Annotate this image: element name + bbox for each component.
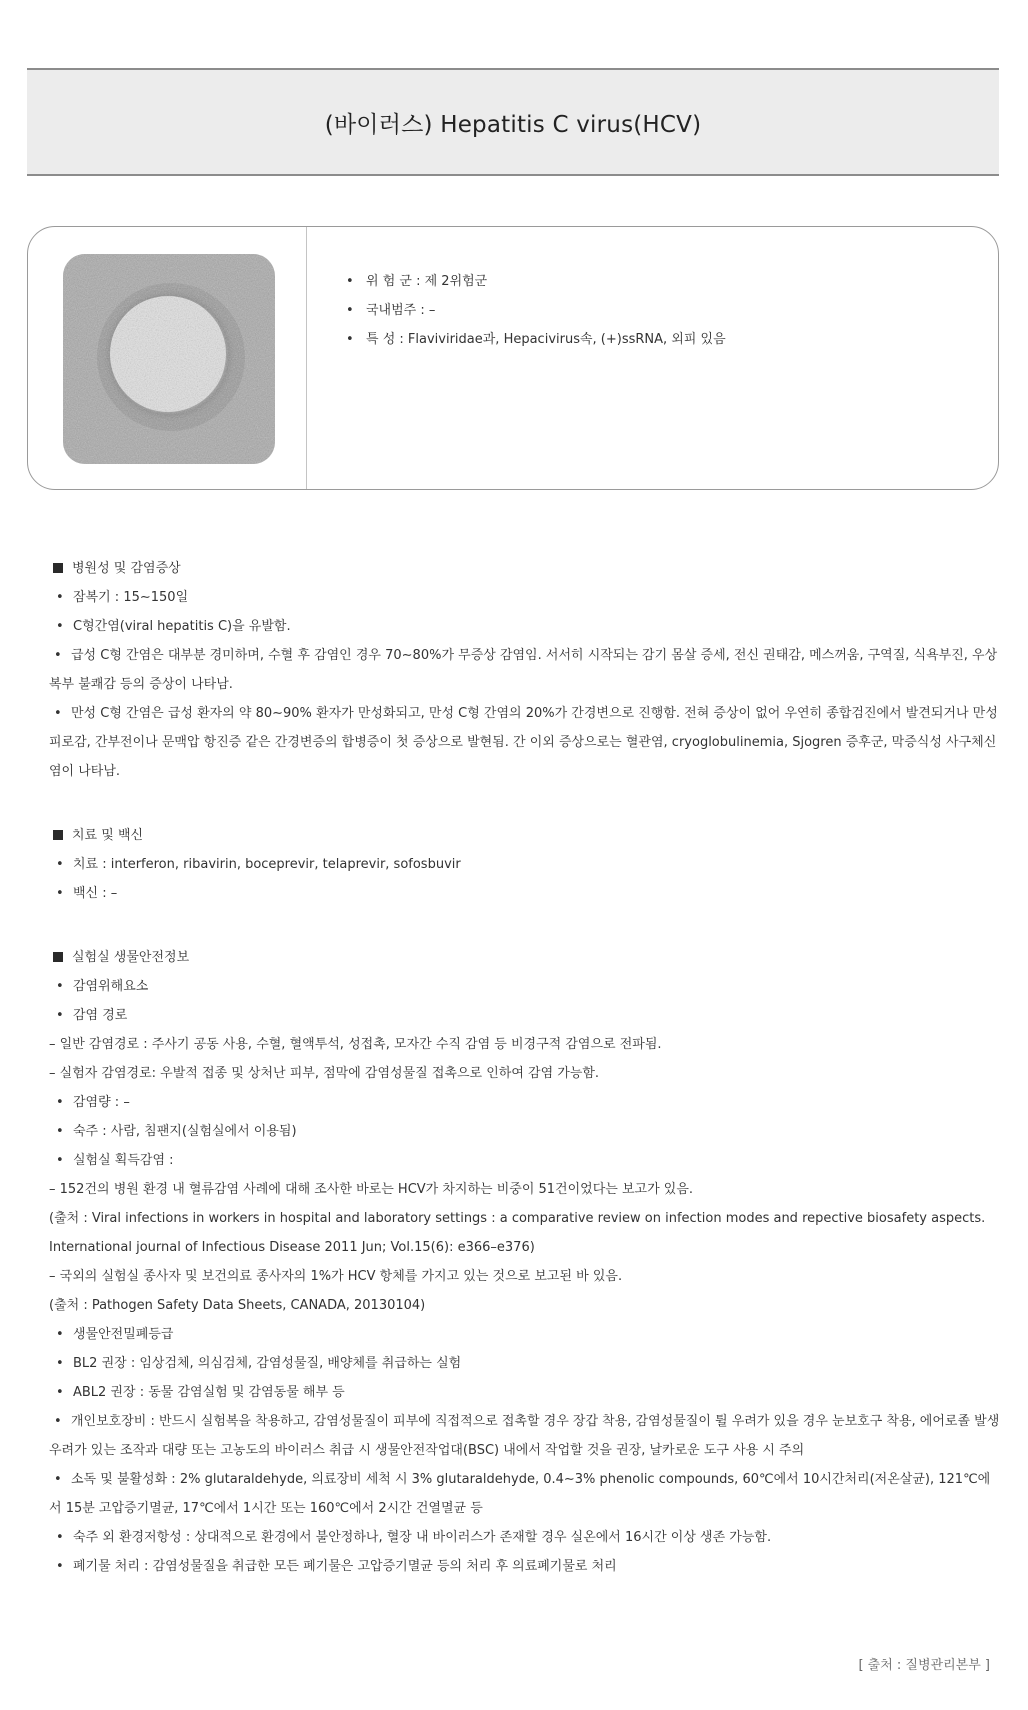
- list-item: • BL2 권장 : 임상검체, 의심검체, 감염성물질, 배양체를 취급하는 실험: [56, 1356, 462, 1371]
- list-item: • 숙주 외 환경저항성 : 상대적으로 환경에서 불안정하나, 혈장 내 바이러스가 존재할 경우 실온에서 16시간 이상 생존 가능함.: [56, 1530, 772, 1545]
- citation: (출처 : Pathogen Safety Data Sheets, CANADA, 20130104): [49, 1298, 426, 1313]
- info-divider: [306, 227, 307, 489]
- sub-item: – 일반 감염경로 : 주사기 공동 사용, 수혈, 혈액투석, 성접촉, 모자간 수직 감염 등 비경구적 감염으로 전파됨.: [49, 1037, 662, 1052]
- section-pathogenicity: [51, 554, 1001, 786]
- page-title: (바이러스) Hepatitis C virus(HCV): [324, 111, 702, 138]
- list-item: • 만성 C형 간염은 급성 환자의 약 80∼90% 환자가 만성화되고, 만성 C형 간염의 20%가 간경변으로 진행함. 전혀 증상이 없어 우연히 종합검진에서 발견되거나 만성 피로감, 간부전이나 문맥압 항진증 같은 간경변증의 합병증이 첫 증상으로 발현됨. 간 이외 증상으로는 혈관염, cryoglobulinemia, Sjogren 증후군, 막증식성 사구체신염이 나타남.: [49, 706, 998, 779]
- list-item: • 잠복기 : 15∼150일: [56, 590, 189, 605]
- list-item: • ABL2 권장 : 동물 감염실험 및 감염동물 해부 등: [56, 1385, 345, 1400]
- sub-item: – 152건의 병원 환경 내 혈류감염 사례에 대해 조사한 바로는 HCV가 차지하는 비중이 51건이었다는 보고가 있음.: [49, 1182, 694, 1197]
- list-item: • 생물안전밀폐등급: [56, 1327, 174, 1342]
- property-risk-group: • 위 험 군 : 제 2위험군: [346, 274, 488, 289]
- section-heading: 치료 및 백신: [51, 821, 1001, 850]
- sub-item: – 국외의 실험실 종사자 및 보건의료 종사자의 1%가 HCV 항체를 가지고 있는 것으로 보고된 바 있음.: [49, 1269, 623, 1284]
- section-treatment: [51, 821, 1001, 908]
- list-item: • 감염 경로: [56, 1008, 128, 1023]
- list-item: • 숙주 : 사람, 침팬지(실험실에서 이용됨): [56, 1124, 297, 1139]
- list-item: • 감염량 : –: [56, 1095, 130, 1110]
- virus-properties: [346, 267, 726, 354]
- section-heading: 병원성 및 감염증상: [51, 554, 1001, 583]
- section-heading: 실험실 생물안전정보: [51, 943, 1001, 972]
- list-item: • 백신 : –: [56, 886, 118, 901]
- list-item: • 급성 C형 간염은 대부분 경미하며, 수혈 후 감염인 경우 70∼80%가 무증상 감염임. 서서히 시작되는 감기 몸살 증세, 전신 권태감, 메스꺼움, 구역질, 식욕부진, 우상복부 불쾌감 등의 증상이 나타남.: [49, 648, 998, 692]
- list-item: • 실험실 획득감염 :: [56, 1153, 174, 1168]
- list-item: • 소독 및 불활성화 : 2% glutaraldehyde, 의료장비 세척 시 3% glutaraldehyde, 0.4∼3% phenolic compounds, 60℃에서 10시간처리(저온살균), 121℃에서 15분 고압증기멸균, 17℃에서 1시간 또는 160℃에서 2시간 건열멸균 등: [49, 1472, 991, 1516]
- property-characteristics: • 특 성 : Flaviviridae과, Hepacivirus속, (+)ssRNA, 외피 있음: [346, 332, 726, 347]
- main-content: [51, 554, 1001, 1616]
- property-domestic-category: • 국내범주 : –: [346, 303, 436, 318]
- citation: (출처 : Viral infections in workers in hospital and laboratory settings : a comparative review on infection modes and repective biosafety aspects.: [49, 1211, 986, 1226]
- virus-info-card: [27, 226, 999, 490]
- source-credit: [ 출처 : 질병관리본부 ]: [858, 1658, 990, 1673]
- virus-micrograph: [63, 254, 275, 464]
- list-item: • 감염위해요소: [56, 979, 149, 994]
- list-item: • 폐기물 처리 : 감염성물질을 취급한 모든 폐기물은 고압증기멸균 등의 처리 후 의료폐기물로 처리: [56, 1559, 617, 1574]
- list-item: • 개인보호장비 : 반드시 실험복을 착용하고, 감염성물질이 피부에 직접적으로 접촉할 경우 장갑 착용, 감염성물질이 튈 우려가 있을 경우 눈보호구 착용, 에어로졸 발생우려가 있는 조작과 대량 또는 고농도의 바이러스 취급 시 생물안전작업대(BSC) 내에서 작업할 것을 권장, 날카로운 도구 사용 시 주의: [49, 1414, 1000, 1458]
- list-item: • C형간염(viral hepatitis C)을 유발함.: [56, 619, 291, 634]
- sub-item: – 실험자 감염경로: 우발적 접종 및 상처난 피부, 점막에 감염성물질 접촉으로 인하여 감염 가능함.: [49, 1066, 600, 1081]
- citation: International journal of Infectious Disease 2011 Jun; Vol.15(6): e366–e376): [49, 1240, 535, 1255]
- list-item: • 치료 : interferon, ribavirin, boceprevir, telaprevir, sofosbuvir: [56, 857, 461, 872]
- section-biosafety: [51, 943, 1001, 1581]
- title-bar: [27, 68, 999, 176]
